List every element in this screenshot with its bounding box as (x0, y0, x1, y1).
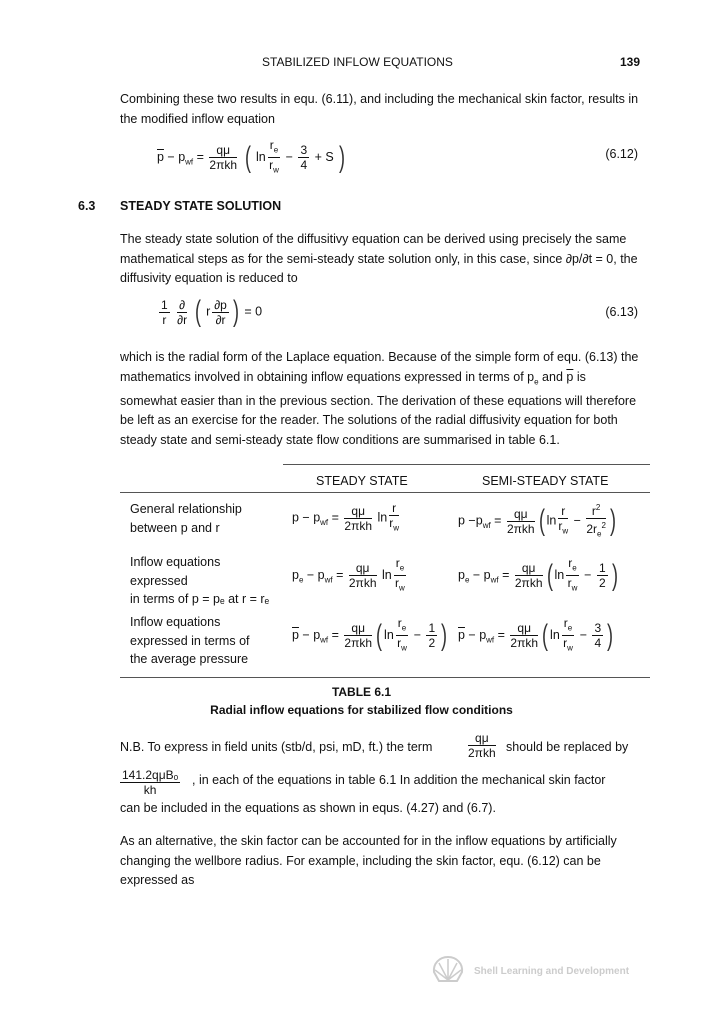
intro-paragraph: Combining these two results in equ. (6.11), and including the mechanical skin factor, results in the modified inflow equation (120, 92, 639, 126)
closing-paragraph: As an alternative, the skin factor can be accounted for in the inflow equations by artificially changing the wellbore radius. For example, including the skin factor, equ. (6.12) can be expressed as (120, 834, 617, 887)
steady-general-equation: $p - p_{wf}$ = $\frac{q\mu}{\text{2πkh}}$ ln $\frac{r}{r_w}$ (292, 501, 400, 533)
section-title: STEADY STATE SOLUTION (120, 199, 282, 213)
table-top-rule (283, 464, 650, 465)
section-paragraph-2: which is the radial form of the Laplace equation. Because of the simple form of equ. (6.13) the mathematics involved in obtaining inflow equations expressed in terms of $p_e$ and $\overline{p}$ is somewhat easier than in the previous section. The derivation of these equations will therefore be left as an exercise for the reader. The solutions of the radial diffusivity equation for both steady state and semi-steady state flow conditions are summarised in table 6.1. (120, 350, 639, 447)
equation-number-6-12: (6.12) (605, 147, 638, 161)
steady-pe-equation: $p_e - p_{wf}$ = $\frac{q\mu}{\text{2πkh}}$ ln $\frac{r_e}{r_w}$ (292, 556, 405, 593)
running-header: STABILIZED INFLOW EQUATIONS (262, 55, 453, 69)
column-header-semi-steady: SEMI-STEADY STATE (482, 474, 609, 488)
table-header-rule (120, 492, 650, 493)
table-caption-title: TABLE 6.1 (331, 685, 392, 699)
page-number: 139 (620, 55, 641, 69)
semi-steady-pe-equation: $p_e - p_{wf}$ = $\frac{q\mu}{\text{2πkh}}$ ( ln $\frac{r_e}{r_w}$ − $\frac{1}{2}$ ) (458, 556, 618, 593)
semi-steady-average-equation: $\overline{p} - p_{wf}$ = $\frac{q\mu}{\text{2πkh}}$ ( ln $\frac{r_e}{r_w}$ − $\frac{3}{4}$ ) (458, 616, 614, 653)
equation-number-6-13: (6.13) (605, 305, 638, 319)
semi-steady-general-equation: $p -p_{wf}$ = $\frac{q\mu}{\text{2πkh}}$ ( ln $\frac{r}{r_w}$ − $\frac{r^2}{2r_e^2}$ ) (458, 503, 616, 539)
nb-lead: N.B. To express in field units (stb/d, psi, mD, ft.) the term (120, 740, 433, 754)
shell-logo (431, 955, 465, 990)
nb-line-3: can be included in the equations as shown in equs. (4.27) and (6.7). (120, 801, 496, 815)
nb-line-2: , in each of the equations in table 6.1 In addition the mechanical skin factor (192, 773, 606, 787)
equation-6-13: $\frac{1}{r}$ $\frac{\partial}{\partial r}$ ( r $\frac{\partial p}{\partial r}$ ) = 0 (161, 295, 263, 328)
column-header-steady: STEADY STATE (316, 474, 408, 488)
section-paragraph-1: The steady state solution of the diffusitivy equation can be derived using precisely the same mathematical steps as for the semi-steady state solution only, in this case, since ∂p/∂t = 0, the diffusivity equation is reduced to (120, 232, 638, 285)
steady-average-equation: $\overline{p} - p_{wf}$ = $\frac{q\mu}{\text{2πkh}}$ ( ln $\frac{r_e}{r_w}$ − $\frac{1}{2}$ ) (292, 616, 448, 653)
table-row-label: Inflow equations expressed in terms of the average pressure (130, 615, 250, 666)
table-row-label: Inflow equations expressed in terms of p = pₑ at r = rₑ (130, 555, 270, 606)
nb-tail: should be replaced by (506, 740, 629, 754)
equation-6-12: $\overline{p} - p_{wf}$ = $\frac{q\mu}{\text{2πkh}}$ ( ln $\frac{r_e}{r_w}$ − $\frac{3}{4}$ + S ) (157, 138, 346, 175)
table-caption-text: Radial inflow equations for stabilized flow conditions (210, 703, 513, 717)
footer-brand: Shell Learning and Development (474, 966, 630, 977)
nb-field-factor: $\frac{\text{141.2qμBₒ}}{kh}$ (122, 768, 179, 797)
nb-term: $\frac{q\mu}{\text{2πkh}}$ (468, 731, 496, 760)
table-row-label: General relationship between p and r (130, 502, 242, 535)
table-bottom-rule (120, 677, 650, 678)
section-number: 6.3 (78, 199, 96, 213)
